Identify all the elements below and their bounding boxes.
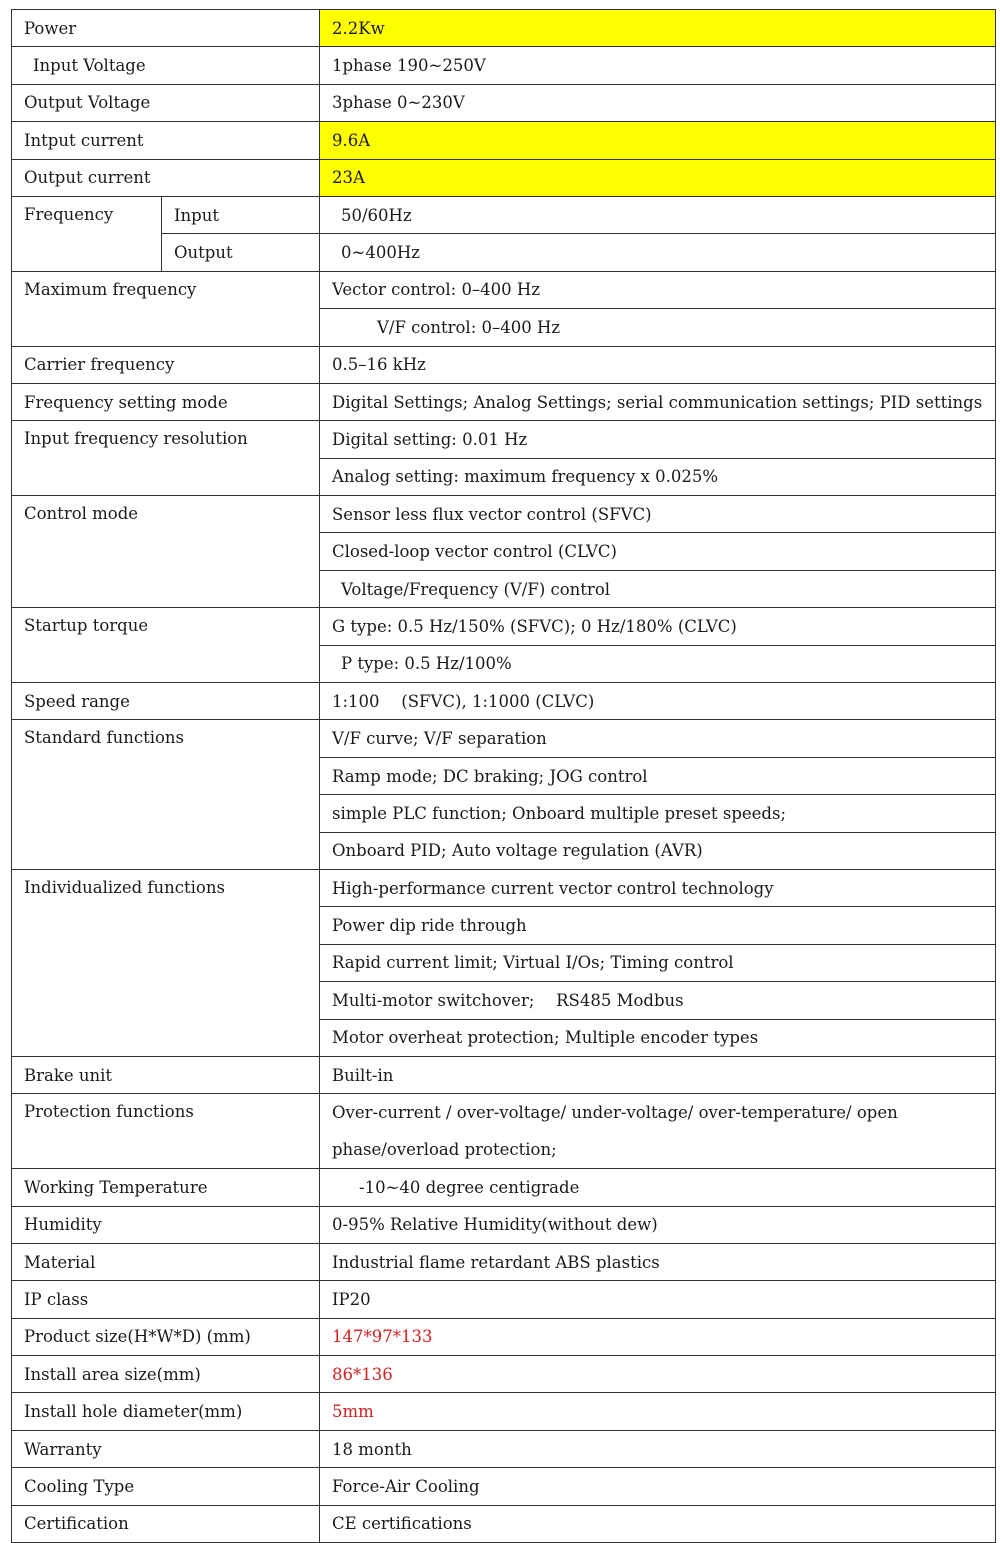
control-mode-value-3: Voltage/Frequency (V/F) control: [320, 570, 996, 607]
row-cooling-type: [12, 1468, 996, 1505]
output-current-label: Output current: [12, 159, 320, 196]
output-voltage-value: 3phase 0~230V: [320, 84, 996, 121]
input-frequency-resolution-value-2: Analog setting: maximum frequency x 0.025%: [320, 458, 996, 495]
standard-functions-value-2: Ramp mode; DC braking; JOG control: [320, 757, 996, 794]
control-mode-label: Control mode: [12, 496, 320, 608]
output-voltage-label: Output Voltage: [12, 84, 320, 121]
power-label: Power: [12, 10, 320, 47]
install-hole-diameter-value: 5mm: [320, 1393, 996, 1430]
maximum-frequency-label: Maximum frequency: [12, 271, 320, 346]
row-speed-range: [12, 683, 996, 720]
row-certification: [12, 1505, 996, 1542]
product-size-label: Product size(H*W*D) (mm): [12, 1318, 320, 1355]
cooling-type-label: Cooling Type: [12, 1468, 320, 1505]
install-area-size-label: Install area size(mm): [12, 1356, 320, 1393]
row-install-hole-diameter: [12, 1393, 996, 1430]
humidity-value: 0-95% Relative Humidity(without dew): [320, 1206, 996, 1243]
input-current-value: 9.6A: [320, 122, 996, 159]
ip-class-value: IP20: [320, 1281, 996, 1318]
maximum-frequency-value-1: Vector control: 0–400 Hz: [320, 271, 996, 308]
maximum-frequency-value-2: V/F control: 0–400 Hz: [320, 309, 996, 346]
warranty-value: 18 month: [320, 1430, 996, 1467]
certification-value: CE certifications: [320, 1505, 996, 1542]
startup-torque-value-2: P type: 0.5 Hz/100%: [320, 645, 996, 682]
frequency-input-label: Input: [162, 196, 320, 233]
working-temperature-label: Working Temperature: [12, 1169, 320, 1206]
input-voltage-value: 1phase 190~250V: [320, 47, 996, 84]
cooling-type-value: Force-Air Cooling: [320, 1468, 996, 1505]
control-mode-value-1: Sensor less flux vector control (SFVC): [320, 496, 996, 533]
protection-functions-label: Protection functions: [12, 1094, 320, 1169]
row-install-area-size: [12, 1356, 996, 1393]
working-temperature-value: -10~40 degree centigrade: [320, 1169, 996, 1206]
material-label: Material: [12, 1243, 320, 1280]
row-input-voltage: [12, 47, 996, 84]
speed-range-label: Speed range: [12, 683, 320, 720]
row-standard-functions: [12, 720, 996, 757]
row-humidity: [12, 1206, 996, 1243]
ip-class-label: IP class: [12, 1281, 320, 1318]
frequency-output-label: Output: [162, 234, 320, 271]
input-frequency-resolution-label: Input frequency resolution: [12, 421, 320, 496]
specification-table: [11, 9, 996, 1543]
frequency-input-value: 50/60Hz: [320, 196, 996, 233]
individualized-functions-value-2: Power dip ride through: [320, 907, 996, 944]
standard-functions-value-1: V/F curve; V/F separation: [320, 720, 996, 757]
row-output-voltage: [12, 84, 996, 121]
warranty-label: Warranty: [12, 1430, 320, 1467]
row-carrier-frequency: [12, 346, 996, 383]
product-size-value: 147*97*133: [320, 1318, 996, 1355]
brake-unit-value: Built-in: [320, 1056, 996, 1093]
startup-torque-value-1: G type: 0.5 Hz/150% (SFVC); 0 Hz/180% (CLVC): [320, 608, 996, 645]
row-individualized-functions: [12, 869, 996, 906]
row-protection-functions: [12, 1094, 996, 1131]
individualized-functions-value-5: Motor overheat protection; Multiple encoder types: [320, 1019, 996, 1056]
certification-label: Certification: [12, 1505, 320, 1542]
brake-unit-label: Brake unit: [12, 1056, 320, 1093]
row-power: [12, 10, 996, 47]
input-voltage-label: Input Voltage: [12, 47, 320, 84]
row-control-mode: [12, 496, 996, 533]
frequency-setting-mode-value: Digital Settings; Analog Settings; serial communication settings; PID settings: [320, 383, 996, 420]
output-current-value: 23A: [320, 159, 996, 196]
row-warranty: [12, 1430, 996, 1467]
install-hole-diameter-label: Install hole diameter(mm): [12, 1393, 320, 1430]
carrier-frequency-label: Carrier frequency: [12, 346, 320, 383]
control-mode-value-2: Closed-loop vector control (CLVC): [320, 533, 996, 570]
individualized-functions-value-4: Multi-motor switchover; RS485 Modbus: [320, 982, 996, 1019]
row-input-frequency-resolution: [12, 421, 996, 458]
individualized-functions-value-1: High-performance current vector control technology: [320, 869, 996, 906]
input-current-label: Intput current: [12, 122, 320, 159]
individualized-functions-label: Individualized functions: [12, 869, 320, 1056]
material-value: Industrial flame retardant ABS plastics: [320, 1243, 996, 1280]
row-material: [12, 1243, 996, 1280]
standard-functions-value-4: Onboard PID; Auto voltage regulation (AVR): [320, 832, 996, 869]
individualized-functions-value-3: Rapid current limit; Virtual I/Os; Timing control: [320, 944, 996, 981]
row-maximum-frequency: [12, 271, 996, 308]
frequency-output-value: 0~400Hz: [320, 234, 996, 271]
row-output-current: [12, 159, 996, 196]
carrier-frequency-value: 0.5–16 kHz: [320, 346, 996, 383]
standard-functions-label: Standard functions: [12, 720, 320, 870]
frequency-label: Frequency: [12, 196, 162, 271]
row-input-current: [12, 122, 996, 159]
row-product-size: [12, 1318, 996, 1355]
frequency-setting-mode-label: Frequency setting mode: [12, 383, 320, 420]
row-frequency-setting-mode: [12, 383, 996, 420]
startup-torque-label: Startup torque: [12, 608, 320, 683]
standard-functions-value-3: simple PLC function; Onboard multiple preset speeds;: [320, 795, 996, 832]
protection-functions-value-2: phase/overload protection;: [320, 1131, 996, 1168]
install-area-size-value: 86*136: [320, 1356, 996, 1393]
row-frequency-input: [12, 196, 996, 233]
row-startup-torque: [12, 608, 996, 645]
input-frequency-resolution-value-1: Digital setting: 0.01 Hz: [320, 421, 996, 458]
speed-range-value: 1:100 (SFVC), 1:1000 (CLVC): [320, 683, 996, 720]
protection-functions-value-1: Over-current / over-voltage/ under-voltage/ over-temperature/ open: [320, 1094, 996, 1131]
row-ip-class: [12, 1281, 996, 1318]
row-working-temperature: [12, 1169, 996, 1206]
humidity-label: Humidity: [12, 1206, 320, 1243]
row-brake-unit: [12, 1056, 996, 1093]
power-value: 2.2Kw: [320, 10, 996, 47]
